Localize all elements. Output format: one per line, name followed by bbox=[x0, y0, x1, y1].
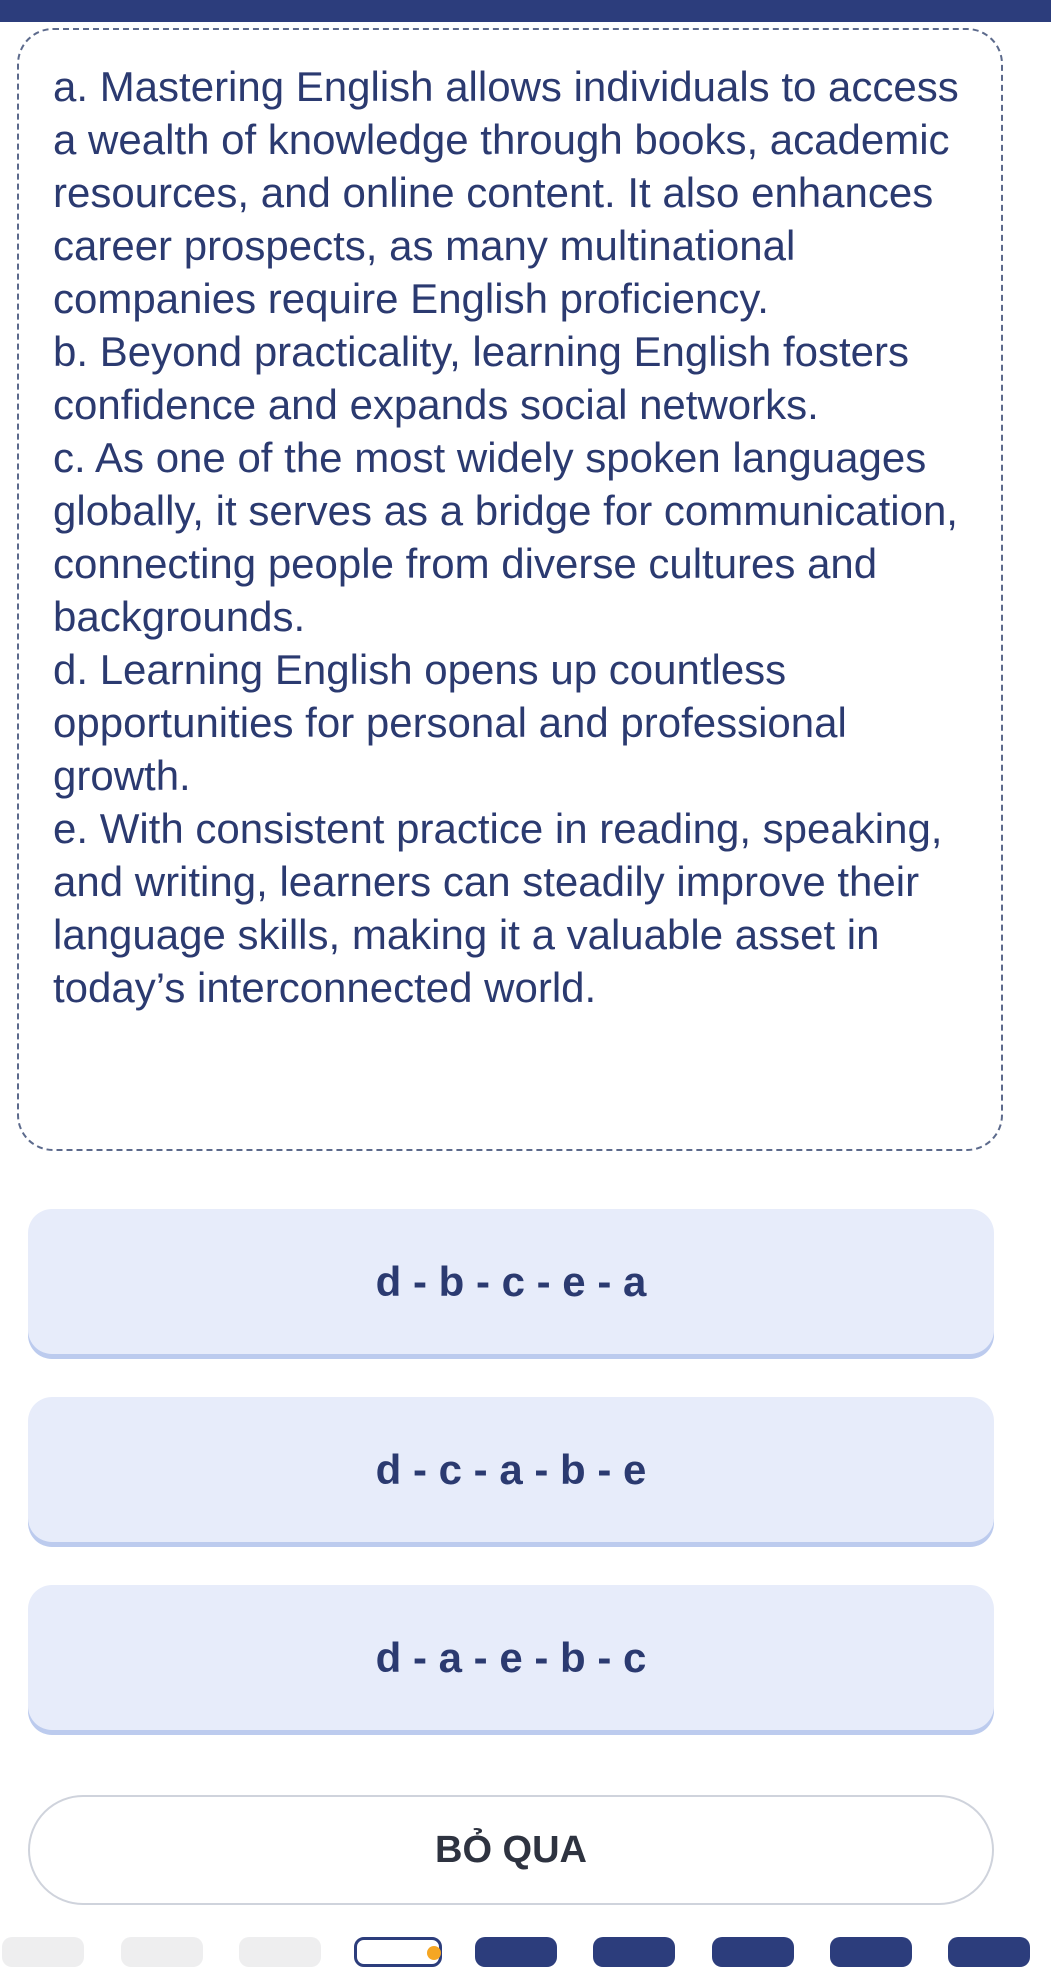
skip-button-label: BỎ QUA bbox=[435, 1828, 587, 1871]
progress-segment-completed[interactable] bbox=[121, 1937, 203, 1967]
progress-segment-completed[interactable] bbox=[239, 1937, 321, 1967]
sentence-a: a. Mastering English allows individuals to access a wealth of knowledge through books, academic resources, and online content. It also enhances career prospects, as many multinational companies require English proficiency. bbox=[53, 63, 959, 322]
progress-segment-upcoming[interactable] bbox=[830, 1937, 912, 1967]
current-indicator-dot bbox=[427, 1946, 441, 1960]
answer-option-1[interactable] bbox=[28, 1209, 994, 1354]
answer-option-label: d - a - e - b - c bbox=[375, 1633, 647, 1681]
sentence-e: e. With consistent practice in reading, speaking, and writing, learners can steadily improve their language skills, making it a valuable asset in today’s interconnected world. bbox=[53, 805, 943, 1011]
answer-option-2[interactable] bbox=[28, 1397, 994, 1542]
answer-option-label: d - b - c - e - a bbox=[375, 1257, 647, 1305]
skip-button[interactable] bbox=[28, 1795, 994, 1905]
answer-option-3[interactable] bbox=[28, 1585, 994, 1730]
answer-option-label: d - c - a - b - e bbox=[375, 1445, 647, 1493]
progress-segment-upcoming[interactable] bbox=[475, 1937, 557, 1967]
top-header-bar bbox=[0, 0, 1051, 22]
question-progress-bar bbox=[0, 1937, 1051, 1959]
sentence-c: c. As one of the most widely spoken languages globally, it serves as a bridge for communication, connecting people from diverse cultures and backgrounds. bbox=[53, 434, 958, 640]
progress-segment-upcoming[interactable] bbox=[712, 1937, 794, 1967]
sentence-d: d. Learning English opens up countless opportunities for personal and professional growth. bbox=[53, 646, 847, 799]
sentence-passage bbox=[17, 28, 1003, 1151]
progress-segment-completed[interactable] bbox=[2, 1937, 84, 1967]
progress-segment-current[interactable] bbox=[354, 1937, 442, 1967]
sentence-b: b. Beyond practicality, learning English fosters confidence and expands social networks. bbox=[53, 328, 909, 428]
progress-segment-upcoming[interactable] bbox=[593, 1937, 675, 1967]
progress-segment-upcoming[interactable] bbox=[948, 1937, 1030, 1967]
